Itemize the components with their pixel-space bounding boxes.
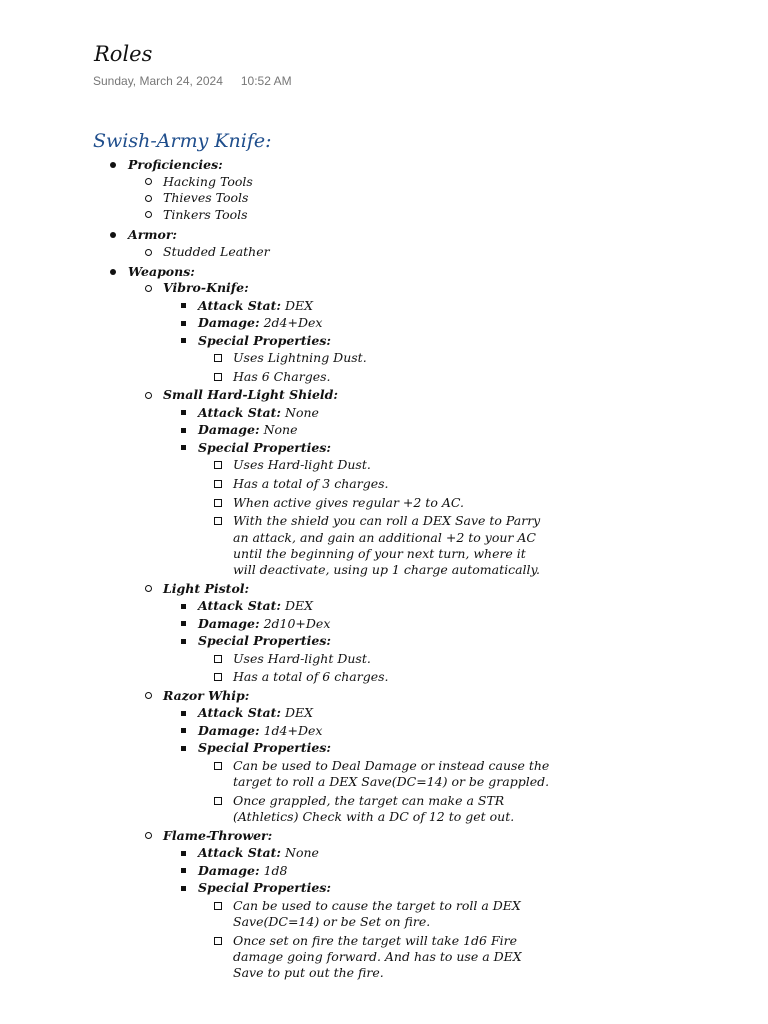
box-bullet-icon [214, 797, 222, 805]
square-bullet-icon [181, 851, 186, 856]
special-property-line: will deactivate, using up 1 charge automatically. [233, 562, 540, 578]
special-property-line: damage going forward. And has to use a DEX [233, 948, 522, 964]
attack-stat [198, 405, 319, 421]
disc-bullet-icon [110, 269, 116, 275]
circle-bullet-icon [145, 392, 152, 399]
weapon-name: Razor Whip: [163, 687, 250, 703]
damage-stat [198, 616, 330, 632]
circle-bullet-icon [145, 585, 152, 592]
special-properties-heading: Special Properties: [198, 633, 332, 649]
special-property-line: When active gives regular +2 to AC. [233, 494, 464, 510]
square-bullet-icon [181, 445, 186, 450]
square-bullet-icon [181, 886, 186, 891]
special-property-line: Can be used to cause the target to roll a DEX [233, 897, 521, 913]
attack-stat-value: None [285, 404, 319, 420]
attack-stat-value: DEX [285, 297, 314, 313]
damage-stat-label: Damage: [198, 422, 260, 438]
disc-bullet-icon [110, 162, 116, 168]
box-bullet-icon [214, 480, 222, 488]
special-property-line: Save(DC=14) or be Set on fire. [233, 914, 431, 929]
attack-stat-label: Attack Stat: [198, 845, 282, 861]
attack-stat-label: Attack Stat: [198, 705, 282, 721]
special-property-line: Once set on fire the target will take 1d6 Fire [233, 932, 518, 948]
circle-bullet-icon [145, 285, 152, 292]
damage-stat-value: None [263, 422, 298, 438]
page-timestamp [93, 74, 292, 88]
disc-bullet-icon [110, 232, 116, 238]
section-title: Swish-Army Knife: [93, 130, 272, 152]
special-property-line: (Athletics) Check with a DC of 12 to get out. [233, 809, 515, 825]
special-property-line: Uses Hard-light Dust. [233, 650, 371, 666]
attack-stat [198, 298, 313, 314]
armor-item: Studded Leather [163, 244, 270, 259]
box-bullet-icon [214, 373, 222, 381]
square-bullet-icon [181, 621, 186, 626]
weapons-heading: Weapons: [128, 263, 195, 279]
special-properties-heading: Special Properties: [198, 880, 332, 896]
special-property-line: Save to put out the fire. [233, 965, 384, 981]
special-properties-heading: Special Properties: [198, 740, 332, 756]
weapon-name: Light Pistol: [163, 580, 250, 596]
proficiency-item: Tinkers Tools [163, 206, 248, 222]
circle-bullet-icon [145, 211, 152, 218]
square-bullet-icon [181, 746, 186, 751]
weapon-name: Vibro-Knife: [163, 280, 249, 296]
attack-stat-label: Attack Stat: [198, 598, 282, 614]
box-bullet-icon [214, 461, 222, 469]
box-bullet-icon [214, 655, 222, 663]
proficiency-item: Hacking Tools [163, 173, 253, 189]
special-properties-heading: Special Properties: [198, 332, 332, 348]
special-property-line: Has a total of 3 charges. [233, 476, 389, 491]
box-bullet-icon [214, 673, 222, 681]
armor-heading: Armor: [128, 227, 178, 243]
damage-stat-value: 2d10+Dex [263, 615, 331, 631]
special-property-line: target to roll a DEX Save(DC=14) or be grappled. [233, 774, 550, 790]
box-bullet-icon [214, 354, 222, 362]
circle-bullet-icon [145, 195, 152, 202]
special-property-line: Uses Lightning Dust. [233, 350, 367, 366]
proficiencies-heading: Proficiencies: [128, 157, 223, 172]
square-bullet-icon [181, 868, 186, 873]
square-bullet-icon [181, 303, 186, 308]
circle-bullet-icon [145, 178, 152, 185]
special-property-line: Can be used to Deal Damage or instead cause the [233, 757, 550, 773]
circle-bullet-icon [145, 832, 152, 839]
square-bullet-icon [181, 728, 186, 733]
square-bullet-icon [181, 338, 186, 343]
damage-stat-value: 1d8 [263, 862, 288, 878]
square-bullet-icon [181, 321, 186, 326]
weapon-name: Small Hard-Light Shield: [163, 387, 339, 403]
special-property-line: until the beginning of your next turn, where it [233, 545, 526, 561]
page-time: 10:52 AM [240, 74, 292, 88]
damage-stat-label: Damage: [198, 722, 260, 738]
special-property-line: an attack, and gain an additional +2 to your AC [233, 529, 536, 545]
special-property-line: Once grappled, the target can make a STR [233, 792, 505, 808]
special-property-line: Uses Hard-light Dust. [233, 457, 371, 473]
circle-bullet-icon [145, 692, 152, 699]
attack-stat-value: None [285, 845, 319, 861]
box-bullet-icon [214, 762, 222, 770]
attack-stat [198, 598, 313, 614]
damage-stat-value: 2d4+Dex [263, 315, 323, 331]
damage-stat [198, 422, 297, 438]
box-bullet-icon [214, 517, 222, 525]
square-bullet-icon [181, 428, 186, 433]
special-properties-heading: Special Properties: [198, 439, 332, 455]
attack-stat-value: DEX [285, 705, 314, 721]
attack-stat-label: Attack Stat: [198, 404, 282, 420]
special-property-line: Has 6 Charges. [233, 368, 331, 384]
circle-bullet-icon [145, 249, 152, 256]
special-property-line: With the shield you can roll a DEX Save to Parry [233, 513, 541, 529]
damage-stat [198, 723, 322, 739]
attack-stat [198, 705, 313, 721]
damage-stat-label: Damage: [198, 315, 260, 331]
page-title: Roles [94, 42, 153, 66]
proficiency-item: Thieves Tools [163, 190, 249, 206]
damage-stat [198, 315, 322, 331]
attack-stat [198, 845, 319, 861]
damage-stat-value: 1d4+Dex [263, 722, 323, 738]
box-bullet-icon [214, 499, 222, 507]
damage-stat-label: Damage: [198, 862, 260, 878]
weapon-name: Flame-Thrower: [163, 827, 273, 843]
square-bullet-icon [181, 410, 186, 415]
special-property-line: Has a total of 6 charges. [233, 669, 389, 685]
square-bullet-icon [181, 639, 186, 644]
damage-stat [198, 863, 287, 879]
damage-stat-label: Damage: [198, 615, 260, 631]
box-bullet-icon [214, 937, 222, 945]
square-bullet-icon [181, 604, 186, 609]
square-bullet-icon [181, 711, 186, 716]
box-bullet-icon [214, 902, 222, 910]
page-date: Sunday, March 24, 2024 [93, 74, 223, 88]
attack-stat-label: Attack Stat: [198, 297, 282, 313]
attack-stat-value: DEX [285, 598, 314, 614]
